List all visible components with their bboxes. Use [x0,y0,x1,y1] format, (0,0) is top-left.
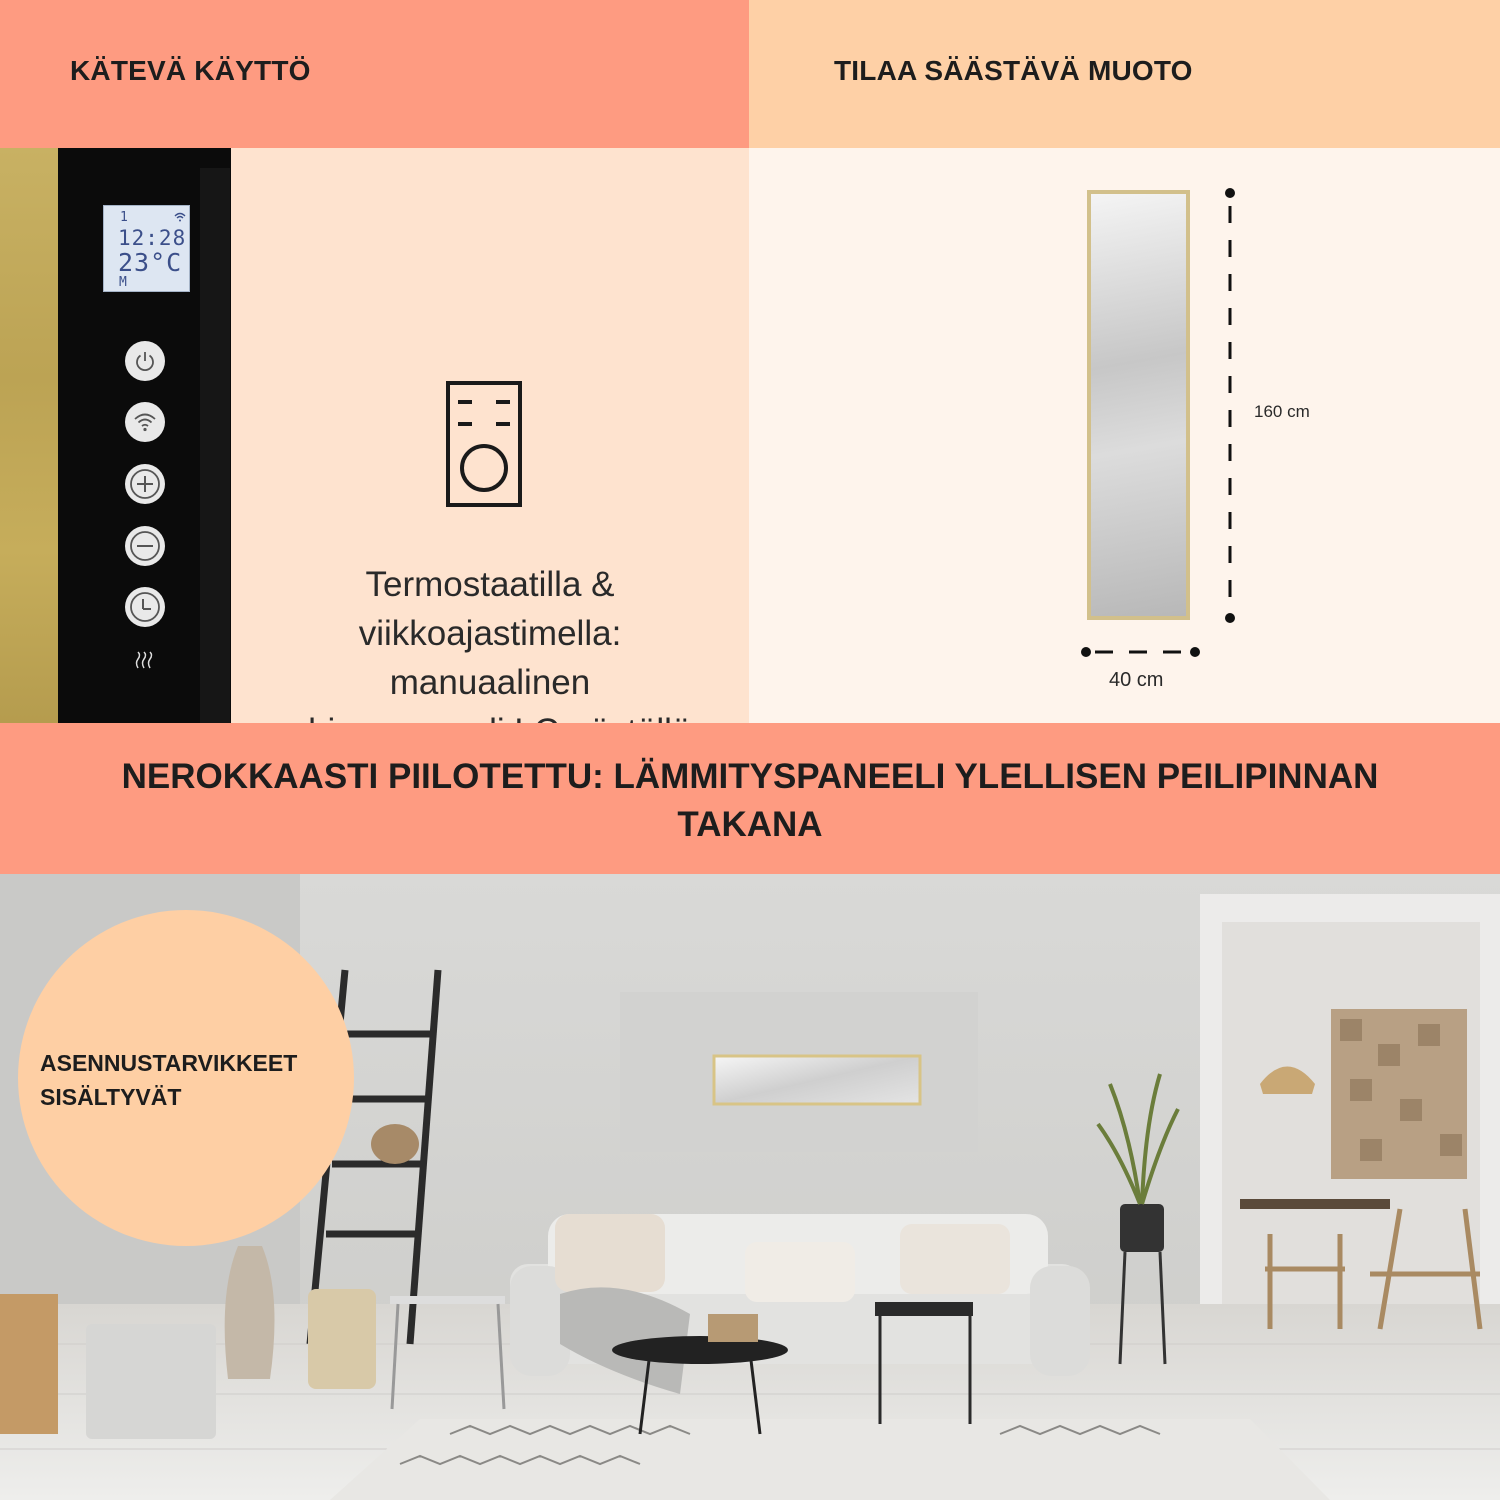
power-icon [133,349,157,373]
header-right-title: TILAA SÄÄSTÄVÄ MUOTO [834,55,1193,86]
banner-text [60,753,1440,849]
lcd-display [103,205,190,292]
header-left-title: KÄTEVÄ KÄYTTÖ [70,55,311,86]
width-dimension-line [1079,644,1203,660]
installation-badge [18,910,354,1246]
badge-line: ASENNUSTARVIKKEET [40,1050,298,1076]
minus-icon [128,529,162,563]
lcd-mode: M [119,275,127,290]
width-label: 40 cm [1109,669,1164,691]
clock-icon [128,590,162,624]
lcd-temperature: 23°C [118,248,183,277]
lcd-program: 1 [120,210,128,225]
height-dimension-line [1221,186,1239,626]
banner-line: TAKANA [677,805,823,844]
hidden-heater-banner [0,723,1500,874]
lcd-time: 12:28 [118,226,187,250]
power-button[interactable] [125,341,165,381]
banner-line: NEROKKAASTI PIILOTETTU: LÄMMITYSPANEELI YLELLISEN PEILIPINNAN [121,757,1379,796]
dimensions-section [749,148,1500,723]
badge-line: SISÄLTYVÄT [40,1084,182,1110]
lcd-wifi-icon [174,212,186,222]
header-right [749,0,1500,148]
device-edge [200,168,230,723]
feature-line: Termostaatilla & [365,565,615,604]
feature-line: viikkoajastimella: [358,614,622,653]
plus-button[interactable] [125,464,165,504]
mirror-illustration [1087,190,1190,620]
wifi-button[interactable] [125,402,165,442]
height-label: 160 cm [1254,402,1310,421]
badge-text [40,1046,297,1114]
plus-icon [128,467,162,501]
gold-mirror-surface [0,148,60,723]
wifi-icon [133,411,157,433]
header-left [0,0,749,148]
minus-button[interactable] [125,526,165,566]
clock-button[interactable] [125,587,165,627]
feature-line: manuaalinen [389,663,591,702]
control-panel-section [0,148,749,723]
heat-icon [134,650,156,670]
remote-control-icon [444,380,524,508]
